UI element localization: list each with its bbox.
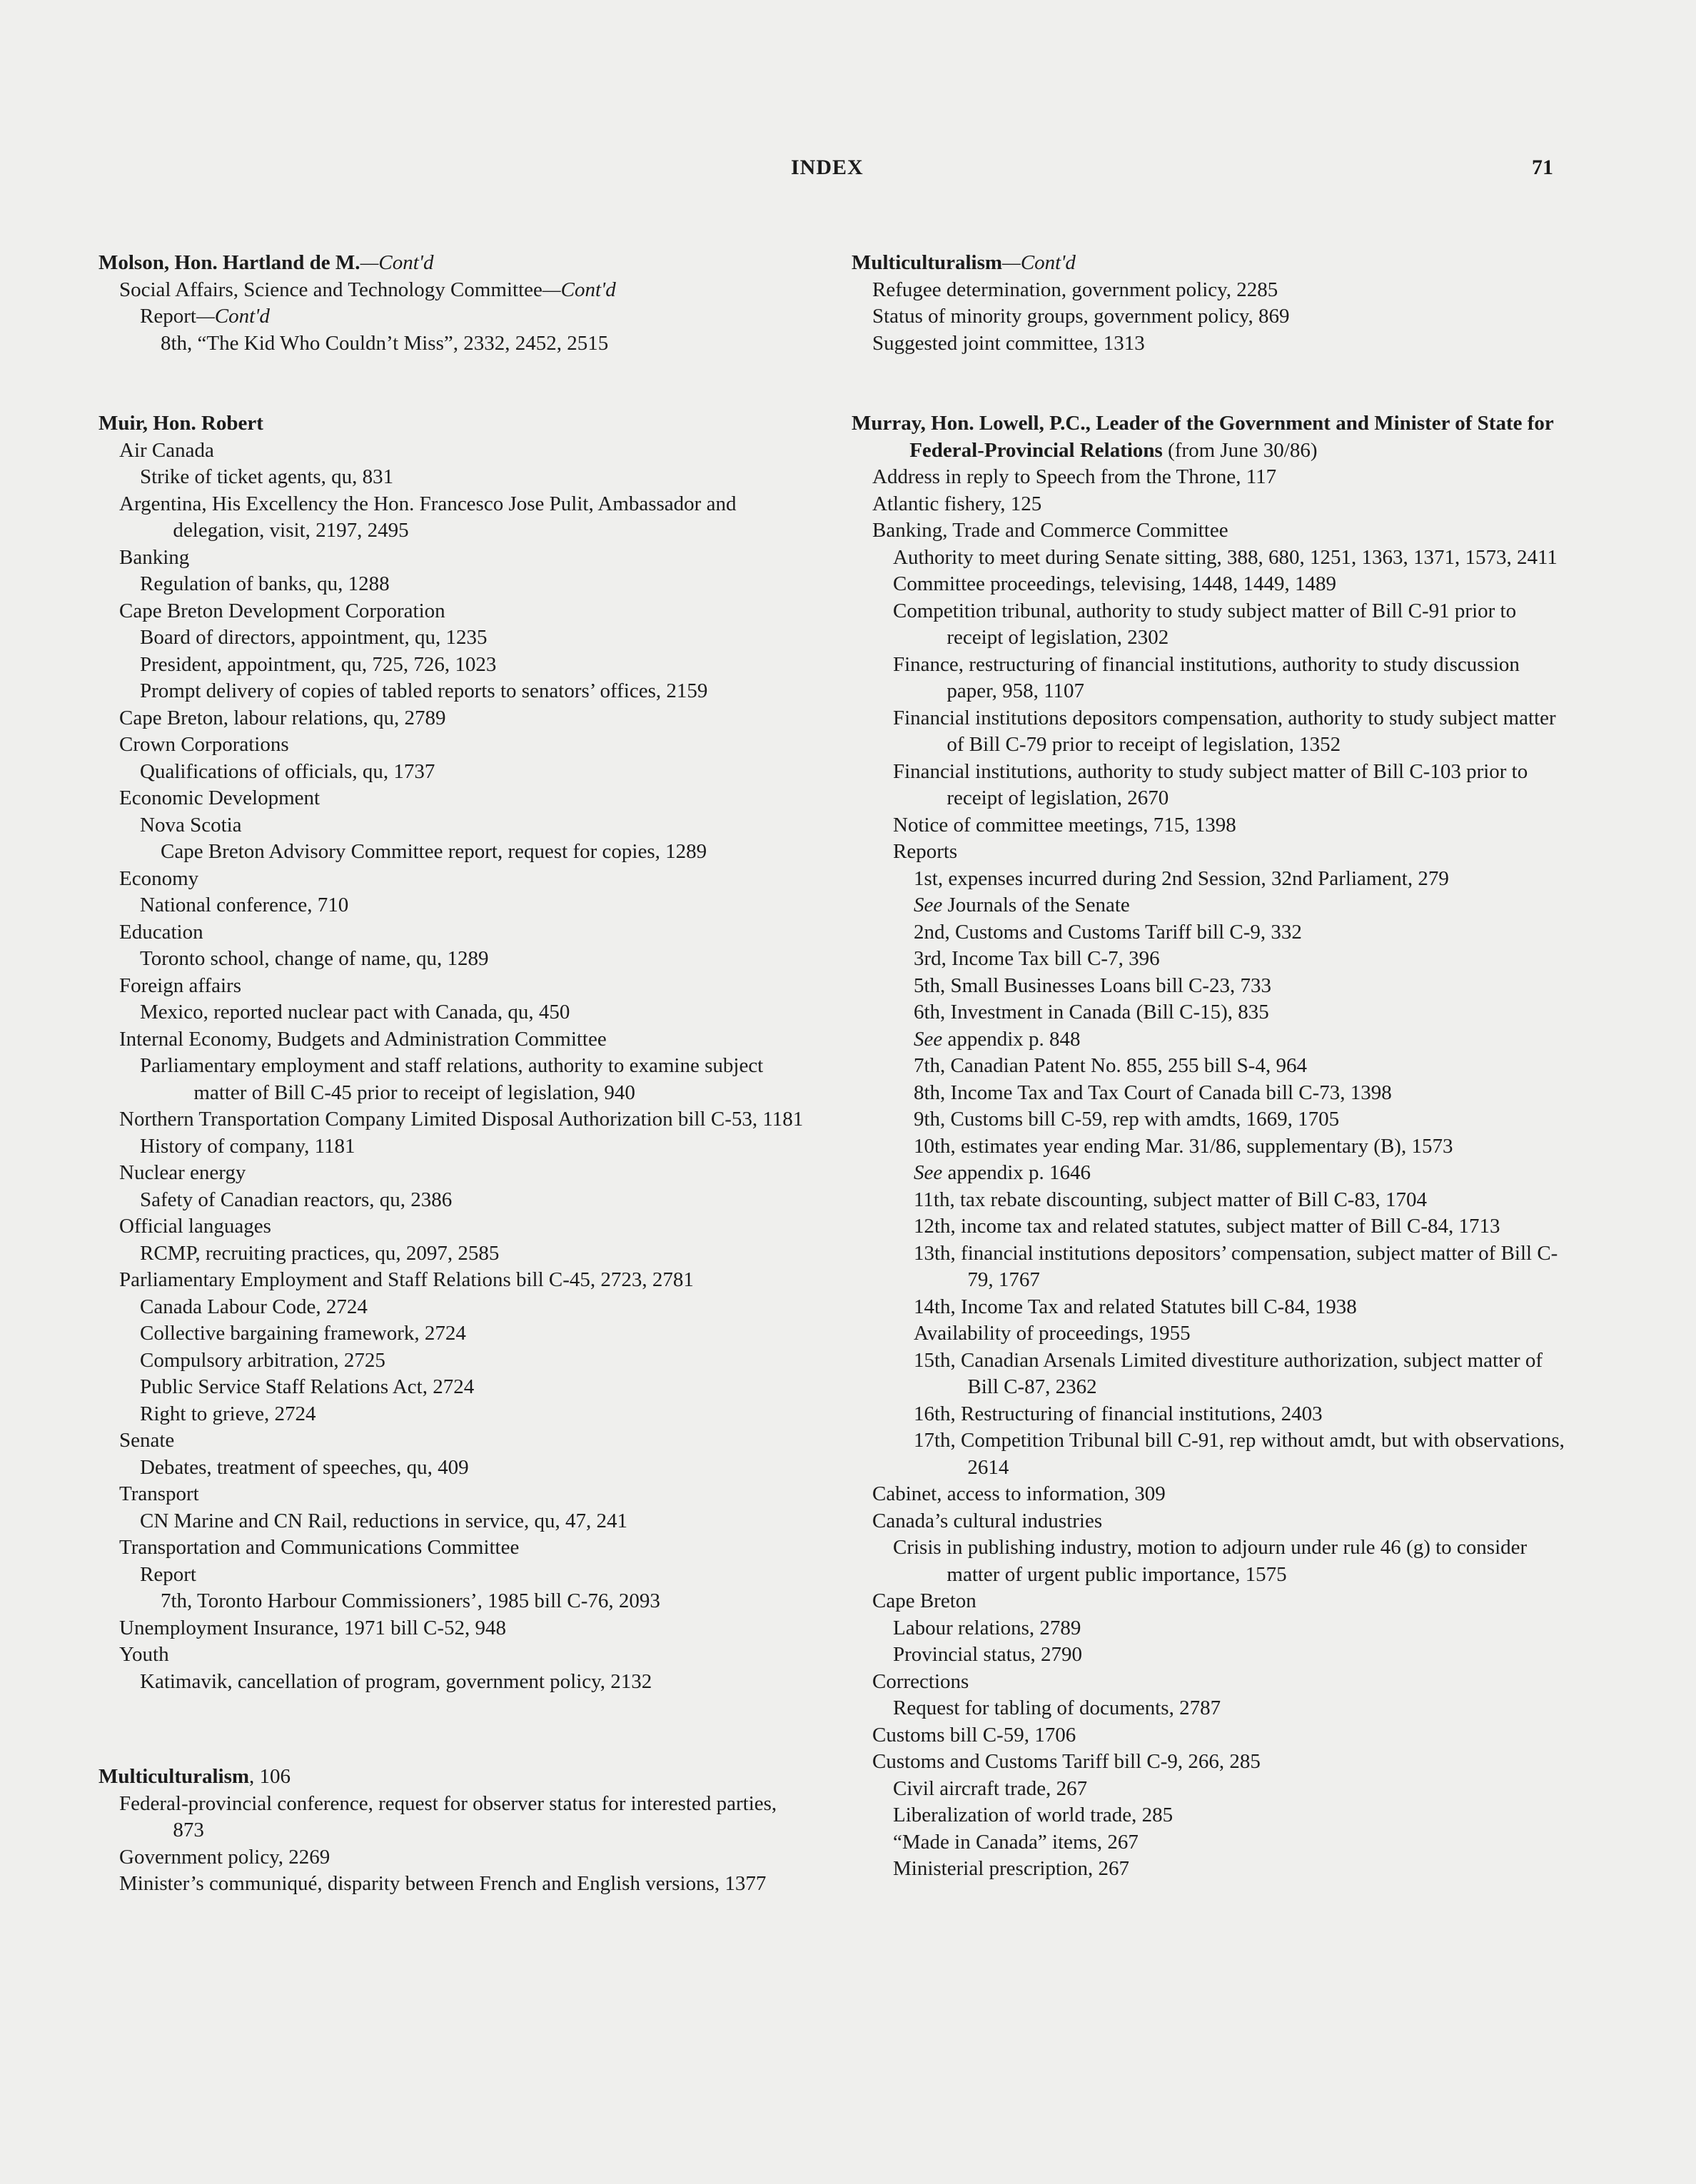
index-column-left bbox=[99, 250, 812, 1898]
index-entry bbox=[852, 973, 1565, 1000]
index-entry bbox=[852, 571, 1565, 598]
entry-text: Civil aircraft trade, 267 bbox=[893, 1776, 1088, 1800]
index-entry bbox=[852, 1615, 1565, 1642]
index-heading bbox=[852, 250, 1565, 277]
entry-text: Northern Transportation Company Limited Disposal Authorization bill C-53, 1181 bbox=[119, 1108, 804, 1131]
index-entry bbox=[852, 1348, 1565, 1401]
index-entry bbox=[852, 1481, 1565, 1508]
page-title: INDEX bbox=[791, 156, 864, 179]
index-entry bbox=[99, 1133, 812, 1161]
entry-text: Foreign affairs bbox=[119, 974, 241, 997]
entry-text: Government policy, 2269 bbox=[119, 1845, 330, 1869]
entry-text: Cabinet, access to information, 309 bbox=[872, 1482, 1166, 1505]
entry-text: Corrections bbox=[872, 1669, 969, 1693]
index-entry bbox=[99, 1535, 812, 1562]
index-entry bbox=[852, 1213, 1565, 1240]
entry-text: Social Affairs, Science and Technology Committee bbox=[119, 278, 542, 301]
entry-text: Senate bbox=[119, 1429, 175, 1452]
index-entry bbox=[99, 892, 812, 919]
index-entry bbox=[99, 1427, 812, 1455]
index-entry bbox=[99, 1160, 812, 1187]
index-entry bbox=[99, 705, 812, 732]
entry-text: RCMP, recruiting practices, qu, 2097, 2585 bbox=[140, 1241, 500, 1265]
index-entry bbox=[852, 1722, 1565, 1749]
entry-text: (from June 30/86) bbox=[1162, 438, 1318, 462]
index-entry bbox=[99, 1187, 812, 1214]
entry-text: Crisis in publishing industry, motion to adjourn under rule 46 (g) to consider matter of urgent public importance, 1575 bbox=[893, 1536, 1528, 1586]
entry-text: appendix p. 1646 bbox=[942, 1161, 1091, 1184]
entry-text: Liberalization of world trade, 285 bbox=[893, 1804, 1173, 1826]
entry-italic-text: See bbox=[914, 894, 943, 916]
index-entry bbox=[852, 491, 1565, 518]
index-entry bbox=[852, 1535, 1565, 1588]
index-entry bbox=[99, 812, 812, 839]
entry-text: Compulsory arbitration, 2725 bbox=[140, 1348, 385, 1372]
index-entry bbox=[852, 892, 1565, 919]
index-entry bbox=[99, 999, 812, 1026]
entry-text: Education bbox=[119, 920, 203, 944]
entry-text: Federal-provincial conference, request for observer status for interested parties, 873 bbox=[119, 1791, 777, 1841]
index-entry bbox=[852, 1187, 1565, 1214]
index-entry bbox=[99, 1791, 812, 1844]
index-entry bbox=[852, 839, 1565, 866]
entry-text: National conference, 710 bbox=[140, 894, 349, 916]
index-entry bbox=[99, 1844, 812, 1871]
entry-text: Atlantic fishery, 125 bbox=[872, 492, 1042, 515]
index-entry bbox=[99, 946, 812, 973]
entry-text: Nuclear energy bbox=[119, 1161, 246, 1184]
index-entry bbox=[99, 571, 812, 598]
index-entry bbox=[99, 839, 812, 866]
entry-text: 2nd, Customs and Customs Tariff bill C-9, 332 bbox=[914, 920, 1302, 944]
entry-text: Committee proceedings, televising, 1448, 1449, 1489 bbox=[893, 572, 1336, 595]
entry-text: , 106 bbox=[249, 1765, 291, 1788]
entry-text: Suggested joint committee, 1313 bbox=[872, 331, 1145, 355]
entry-text: Internal Economy, Budgets and Administration Committee bbox=[119, 1027, 607, 1051]
entry-text: 13th, financial institutions depositors’ compensation, subject matter of Bill C-79, 1767 bbox=[914, 1241, 1558, 1291]
entry-text: Competition tribunal, authority to study subject matter of Bill C-91 prior to receipt of legislation, 2302 bbox=[893, 599, 1517, 649]
index-entry bbox=[99, 1669, 812, 1696]
index-entry bbox=[852, 1080, 1565, 1107]
index-entry bbox=[99, 1213, 812, 1240]
entry-text: Status of minority groups, government policy, 869 bbox=[872, 305, 1290, 328]
entry-text: Customs and Customs Tariff bill C-9, 266, 285 bbox=[872, 1750, 1261, 1773]
entry-text: Official languages bbox=[119, 1215, 271, 1238]
entry-text: Journals of the Senate bbox=[942, 894, 1130, 916]
entry-text: 8th, Income Tax and Tax Court of Canada bill C-73, 1398 bbox=[914, 1081, 1392, 1104]
entry-text: Economic Development bbox=[119, 787, 320, 809]
index-entry bbox=[852, 1026, 1565, 1053]
entry-text: Nova Scotia bbox=[140, 813, 242, 836]
index-entry bbox=[852, 303, 1565, 330]
entry-text: 12th, income tax and related statutes, subject matter of Bill C-84, 1713 bbox=[914, 1215, 1500, 1238]
index-entry bbox=[99, 1106, 812, 1133]
entry-text: Customs bill C-59, 1706 bbox=[872, 1723, 1076, 1746]
index-entry bbox=[99, 1294, 812, 1321]
entry-text: Toronto school, change of name, qu, 1289 bbox=[140, 947, 489, 970]
index-entry bbox=[99, 759, 812, 786]
index-heading bbox=[852, 410, 1565, 464]
index-entry bbox=[852, 1588, 1565, 1615]
entry-heading-text: Molson, Hon. Hartland de M. bbox=[99, 251, 360, 274]
entry-italic-text: See bbox=[914, 1027, 943, 1051]
entry-text: Air Canada bbox=[119, 438, 214, 462]
section-gap bbox=[99, 357, 812, 410]
index-entry bbox=[852, 705, 1565, 759]
entry-text: Transport bbox=[119, 1482, 199, 1505]
index-entry bbox=[99, 277, 812, 304]
entry-text: Argentina, His Excellency the Hon. Francesco Jose Pulit, Ambassador and delegation, visit, 2197, 2495 bbox=[119, 492, 737, 542]
index-entry bbox=[99, 438, 812, 465]
entry-text: Request for tabling of documents, 2787 bbox=[893, 1697, 1221, 1719]
index-entry bbox=[852, 1160, 1565, 1187]
entry-text: 16th, Restructuring of financial institutions, 2403 bbox=[914, 1402, 1323, 1425]
entry-text: Mexico, reported nuclear pact with Canada, qu, 450 bbox=[140, 1001, 570, 1023]
entry-text: Economy bbox=[119, 866, 199, 890]
index-entry bbox=[852, 517, 1565, 545]
entry-text: 7th, Toronto Harbour Commissioners’, 1985 bill C-76, 2093 bbox=[161, 1589, 660, 1612]
entry-text: 10th, estimates year ending Mar. 31/86, supplementary (B), 1573 bbox=[914, 1134, 1453, 1158]
index-entry bbox=[852, 999, 1565, 1026]
entry-text: Qualifications of officials, qu, 1737 bbox=[140, 759, 435, 783]
entry-text: 15th, Canadian Arsenals Limited divestiture authorization, subject matter of Bill C-87, 2362 bbox=[914, 1348, 1543, 1398]
entry-text: Ministerial prescription, 267 bbox=[893, 1857, 1130, 1880]
index-entry bbox=[852, 545, 1565, 572]
entry-text: Minister’s communiqué, disparity between French and English versions, 1377 bbox=[119, 1872, 767, 1895]
entry-text: Youth bbox=[119, 1643, 169, 1666]
entry-text: Address in reply to Speech from the Throne, 117 bbox=[872, 465, 1277, 488]
index-entry bbox=[99, 1455, 812, 1482]
index-entry bbox=[99, 919, 812, 946]
entry-text: History of company, 1181 bbox=[140, 1134, 355, 1158]
index-entry bbox=[99, 1481, 812, 1508]
entry-heading-text: Multiculturalism bbox=[852, 251, 1003, 274]
entry-heading-text: Murray, Hon. Lowell, P.C., Leader of the Government and Minister of State for Federal-Provincial Relations bbox=[852, 412, 1554, 462]
entry-text: Authority to meet during Senate sitting, 388, 680, 1251, 1363, 1371, 1573, 2411 bbox=[893, 545, 1558, 569]
entry-text: Cape Breton bbox=[872, 1589, 976, 1612]
index-entry bbox=[99, 1240, 812, 1268]
index-entry bbox=[852, 919, 1565, 946]
entry-text: Provincial status, 2790 bbox=[893, 1643, 1083, 1666]
index-entry bbox=[852, 812, 1565, 839]
entry-text: Parliamentary employment and staff relations, authority to examine subject matter of Bill C-45 prior to receipt of legislation, 940 bbox=[140, 1054, 764, 1104]
entry-text: Debates, treatment of speeches, qu, 409 bbox=[140, 1455, 469, 1479]
index-column-right bbox=[852, 250, 1565, 1883]
entry-text: Refugee determination, government policy, 2285 bbox=[872, 278, 1278, 301]
entry-text: 6th, Investment in Canada (Bill C-15), 835 bbox=[914, 1001, 1269, 1023]
entry-text: Financial institutions depositors compensation, authority to study subject matter of Bill C-79 prior to receipt of legislation, 1352 bbox=[893, 706, 1556, 756]
entry-text: Board of directors, appointment, qu, 1235 bbox=[140, 626, 488, 649]
entry-text: Collective bargaining framework, 2724 bbox=[140, 1322, 466, 1345]
entry-text: Prompt delivery of copies of tabled reports to senators’ offices, 2159 bbox=[140, 679, 708, 702]
section-gap bbox=[99, 1695, 812, 1764]
index-entry bbox=[852, 652, 1565, 705]
index-entry bbox=[99, 1053, 812, 1106]
entry-heading-text: Muir, Hon. Robert bbox=[99, 412, 263, 435]
entry-italic-text: See bbox=[914, 1161, 943, 1184]
entry-text: 1st, expenses incurred during 2nd Session, 32nd Parliament, 279 bbox=[914, 866, 1449, 890]
entry-text: Katimavik, cancellation of program, government policy, 2132 bbox=[140, 1669, 652, 1693]
index-entry bbox=[852, 1240, 1565, 1294]
entry-text: 3rd, Income Tax bill C-7, 396 bbox=[914, 947, 1160, 970]
entry-text: Parliamentary Employment and Staff Relations bill C-45, 2723, 2781 bbox=[119, 1268, 694, 1291]
entry-text: Labour relations, 2789 bbox=[893, 1616, 1081, 1639]
entry-text: appendix p. 848 bbox=[942, 1027, 1081, 1051]
entry-text: Canada Labour Code, 2724 bbox=[140, 1295, 368, 1318]
index-entry bbox=[99, 598, 812, 625]
index-entry bbox=[99, 1871, 812, 1898]
index-entry bbox=[99, 1320, 812, 1348]
index-entry bbox=[99, 625, 812, 652]
entry-italic-text: —Cont'd bbox=[1002, 251, 1076, 274]
entry-text: CN Marine and CN Rail, reductions in service, qu, 47, 241 bbox=[140, 1509, 627, 1532]
entry-text: Report bbox=[140, 1562, 196, 1586]
index-entry bbox=[852, 1642, 1565, 1669]
index-entry bbox=[99, 866, 812, 893]
index-entry bbox=[852, 1695, 1565, 1722]
index-entry bbox=[852, 598, 1565, 652]
entry-text: Transportation and Communications Committee bbox=[119, 1536, 520, 1559]
entry-italic-text: —Cont'd bbox=[196, 305, 270, 328]
index-entry bbox=[852, 1669, 1565, 1696]
index-entry bbox=[99, 330, 812, 358]
index-entry bbox=[852, 866, 1565, 893]
entry-text: 7th, Canadian Patent No. 855, 255 bill S-4, 964 bbox=[914, 1054, 1307, 1077]
entry-text: 14th, Income Tax and related Statutes bill C-84, 1938 bbox=[914, 1295, 1357, 1318]
index-entry bbox=[852, 1829, 1565, 1856]
index-entry bbox=[99, 1588, 812, 1615]
index-entry bbox=[99, 1508, 812, 1535]
index-entry bbox=[852, 1856, 1565, 1883]
index-entry bbox=[852, 1053, 1565, 1080]
index-entry bbox=[99, 678, 812, 705]
index-entry bbox=[99, 785, 812, 812]
entry-text: 11th, tax rebate discounting, subject matter of Bill C-83, 1704 bbox=[914, 1188, 1427, 1211]
index-entry bbox=[99, 1562, 812, 1589]
index-entry bbox=[99, 303, 812, 330]
index-heading bbox=[99, 1764, 812, 1791]
entry-text: Cape Breton Development Corporation bbox=[119, 599, 445, 622]
index-entry bbox=[852, 946, 1565, 973]
entry-text: 9th, Customs bill C-59, rep with amdts, 1669, 1705 bbox=[914, 1108, 1340, 1131]
index-entry bbox=[852, 759, 1565, 812]
index-entry bbox=[99, 1642, 812, 1669]
entry-text: Financial institutions, authority to study subject matter of Bill C-103 prior to receipt of legislation, 2670 bbox=[893, 759, 1528, 809]
entry-text: Canada’s cultural industries bbox=[872, 1509, 1103, 1532]
index-heading bbox=[99, 250, 812, 277]
entry-text: Cape Breton Advisory Committee report, request for copies, 1289 bbox=[161, 840, 707, 863]
index-entry bbox=[852, 1294, 1565, 1321]
index-entry bbox=[99, 1401, 812, 1428]
entry-text: Strike of ticket agents, qu, 831 bbox=[140, 465, 394, 488]
entry-text: Public Service Staff Relations Act, 2724 bbox=[140, 1375, 475, 1398]
entry-text: Reports bbox=[893, 840, 958, 863]
entry-text: Report bbox=[140, 305, 196, 328]
entry-heading-text: Multiculturalism bbox=[99, 1765, 250, 1788]
entry-text: 8th, “The Kid Who Couldn’t Miss”, 2332, 2452, 2515 bbox=[161, 331, 609, 355]
entry-text: Regulation of banks, qu, 1288 bbox=[140, 572, 390, 595]
index-entry bbox=[852, 277, 1565, 304]
index-entry bbox=[852, 1749, 1565, 1776]
index-entry bbox=[99, 1348, 812, 1375]
entry-text: Availability of proceedings, 1955 bbox=[914, 1322, 1191, 1345]
index-entry bbox=[852, 1106, 1565, 1133]
index-entry bbox=[852, 1427, 1565, 1481]
section-gap bbox=[852, 357, 1565, 410]
entry-text: President, appointment, qu, 725, 726, 1023 bbox=[140, 652, 497, 676]
entry-text: Banking, Trade and Commerce Committee bbox=[872, 519, 1228, 542]
entry-text: Notice of committee meetings, 715, 1398 bbox=[893, 813, 1236, 836]
index-entry bbox=[99, 491, 812, 545]
index-entry bbox=[852, 1776, 1565, 1803]
index-entry bbox=[852, 1320, 1565, 1348]
entry-text: Unemployment Insurance, 1971 bill C-52, 948 bbox=[119, 1616, 507, 1639]
index-entry bbox=[99, 973, 812, 1000]
entry-text: Crown Corporations bbox=[119, 733, 289, 756]
entry-text: Banking bbox=[119, 545, 190, 569]
index-entry bbox=[852, 1508, 1565, 1535]
index-entry bbox=[852, 464, 1565, 491]
index-entry bbox=[852, 1802, 1565, 1829]
index-entry bbox=[99, 732, 812, 759]
page-header bbox=[0, 156, 1696, 198]
index-entry bbox=[852, 1133, 1565, 1161]
index-entry bbox=[99, 464, 812, 491]
index-entry bbox=[99, 652, 812, 679]
index-entry bbox=[852, 330, 1565, 358]
entry-italic-text: —Cont'd bbox=[360, 251, 434, 274]
index-entry bbox=[99, 1026, 812, 1053]
entry-italic-text: —Cont'd bbox=[542, 278, 616, 301]
page-number: 71 bbox=[1532, 156, 1553, 179]
index-entry bbox=[99, 1615, 812, 1642]
index-heading bbox=[99, 410, 812, 438]
index-entry bbox=[99, 545, 812, 572]
entry-text: Safety of Canadian reactors, qu, 2386 bbox=[140, 1188, 453, 1211]
entry-text: Cape Breton, labour relations, qu, 2789 bbox=[119, 706, 446, 729]
index-entry bbox=[99, 1374, 812, 1401]
index-entry bbox=[852, 1401, 1565, 1428]
entry-text: “Made in Canada” items, 267 bbox=[893, 1830, 1139, 1854]
entry-text: Right to grieve, 2724 bbox=[140, 1402, 316, 1425]
entry-text: 17th, Competition Tribunal bill C-91, rep without amdt, but with observations, 2614 bbox=[914, 1429, 1565, 1479]
index-entry bbox=[99, 1267, 812, 1294]
entry-text: 5th, Small Businesses Loans bill C-23, 733 bbox=[914, 974, 1272, 997]
entry-text: Finance, restructuring of financial institutions, authority to study discussion paper, 958, 1107 bbox=[893, 652, 1520, 702]
